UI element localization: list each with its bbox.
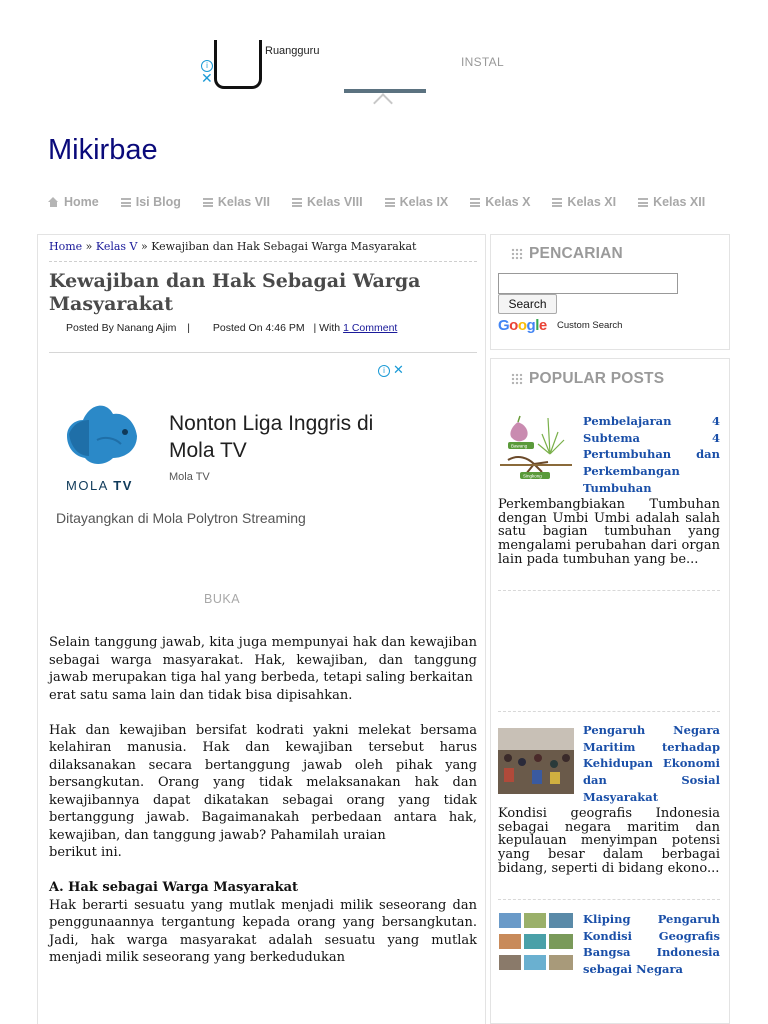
ad-close-icon[interactable]: ✕ bbox=[393, 363, 404, 378]
grip-dots-icon bbox=[511, 248, 523, 260]
popular-post-excerpt: Kondisi geografis Indonesia sebagai negara maritim dan kepulauan menyimpan potensi yang besar dalam berbagai bidang, seperti di bidang ekono... bbox=[498, 806, 720, 876]
search-button[interactable]: Search bbox=[498, 294, 557, 314]
list-icon bbox=[638, 198, 648, 207]
breadcrumb-divider bbox=[49, 261, 477, 262]
article-paragraph: Hak berarti sesuatu yang mutlak menjadi milik seseorang dan penggunaannya tergantung kepada orang yang bersangkutan. Jadi, hak warga masyarakat adalah sesuatu yang mutlak menjadi milik seseorang yang berkedudukan bbox=[49, 897, 477, 965]
list-icon bbox=[121, 198, 131, 207]
breadcrumb bbox=[49, 240, 416, 253]
mola-logo-word: MOLA bbox=[66, 478, 109, 493]
mola-logo-text bbox=[66, 478, 133, 493]
meta-divider: | bbox=[187, 322, 190, 334]
meta-divider-line bbox=[49, 352, 477, 353]
ad-brand: Mola TV bbox=[169, 471, 210, 483]
post-meta bbox=[66, 322, 397, 334]
grip-dots-icon bbox=[511, 373, 523, 385]
nav-label: Kelas VII bbox=[217, 195, 271, 209]
with-label: | With bbox=[313, 322, 341, 334]
nav-label: Kelas VIII bbox=[307, 195, 363, 209]
ad-info-icon[interactable]: i bbox=[201, 60, 213, 72]
nav-label: Kelas XII bbox=[653, 195, 706, 209]
page-title: Kewajiban dan Hak Sebagai Warga Masyarakat bbox=[49, 270, 421, 315]
article-body bbox=[49, 634, 477, 967]
post-time: 4:46 PM bbox=[265, 322, 305, 334]
posted-by-label: Posted By bbox=[66, 322, 114, 334]
nav-item-kelas-xii[interactable] bbox=[638, 195, 705, 209]
article-paragraph: erat satu sama lain dan tidak bisa dipisahkan. bbox=[49, 687, 353, 703]
breadcrumb-home-link[interactable]: Home bbox=[49, 240, 83, 253]
nav-item-kelas-ix[interactable] bbox=[385, 195, 449, 209]
nav-label: Kelas X bbox=[485, 195, 531, 209]
site-title[interactable]: Mikirbae bbox=[48, 134, 158, 166]
ad-headline[interactable]: Nonton Liga Inggris di Mola TV bbox=[169, 412, 374, 462]
nav-item-kelas-x[interactable] bbox=[470, 195, 530, 209]
ruangguru-logo bbox=[214, 40, 262, 89]
breadcrumb-category-link[interactable]: Kelas V bbox=[95, 240, 138, 253]
popular-post-divider bbox=[498, 590, 720, 591]
article-paragraph: berikut ini. bbox=[49, 845, 122, 860]
top-ad-banner[interactable] bbox=[0, 0, 768, 110]
ad-brand-name: Ruangguru bbox=[265, 45, 320, 57]
list-icon bbox=[203, 198, 213, 207]
search-widget-title bbox=[511, 245, 623, 263]
article-paragraph: Hak dan kewajiban bersifat kodrati yakni melekat bersama kelahiran manusia. Hak dan kewajiban tersebut harus dilaksanakan secara bertanggung jawab oleh pihak yang bersangkutan. Orang yang tidak melaksanakan hak dan kewajibannya dapat dikatakan sebagai orang yang tidak bertanggung jawab. Bagaimanakah perbedaan antara hak, kewajiban, dan tanggung jawab? Pahamilah uraian bbox=[49, 722, 477, 843]
search-input[interactable] bbox=[498, 273, 678, 294]
post-author: Nanang Ajim bbox=[116, 322, 177, 334]
nav-item-kelas-vii[interactable] bbox=[203, 195, 270, 209]
popular-post-title[interactable]: Kliping Pengaruh Kondisi Geografis Bangsa Indonesia sebagai Negara bbox=[583, 912, 720, 977]
inline-ad[interactable] bbox=[49, 360, 477, 620]
list-icon bbox=[292, 198, 302, 207]
popular-post-divider bbox=[498, 711, 720, 712]
popular-post-divider bbox=[498, 899, 720, 900]
nav-item-kelas-xi[interactable] bbox=[552, 195, 616, 209]
mola-fish-logo bbox=[63, 400, 143, 490]
popular-post-thumbnail[interactable] bbox=[498, 728, 574, 794]
chevron-up-icon[interactable] bbox=[373, 93, 393, 113]
list-icon bbox=[385, 198, 395, 207]
comments-link[interactable]: 1 Comment bbox=[343, 322, 398, 334]
popular-posts-title bbox=[511, 370, 664, 388]
ad-description: Ditayangkan di Mola Polytron Streaming bbox=[56, 510, 306, 526]
ad-close-icon[interactable]: ✕ bbox=[201, 71, 213, 87]
home-icon bbox=[48, 197, 59, 207]
ad-install-button[interactable]: INSTAL bbox=[461, 55, 504, 69]
nav-item-home[interactable] bbox=[48, 195, 99, 209]
thumb-label: Bawang bbox=[511, 443, 528, 449]
nav-label: Kelas IX bbox=[399, 195, 449, 209]
nav-item-isi-blog[interactable] bbox=[121, 195, 181, 209]
popular-post-excerpt: Perkembangbiakan Tumbuhan dengan Umbi Umbi adalah salah satu bagian tumbuhan yang mengalami perubahan dari organ lain pada tumbuhan yang be... bbox=[498, 497, 720, 567]
popular-post-thumbnail[interactable] bbox=[498, 912, 574, 978]
nav-item-kelas-viii[interactable] bbox=[292, 195, 363, 209]
ad-progress-bar bbox=[344, 89, 426, 93]
mola-logo-tv: TV bbox=[113, 478, 133, 493]
list-icon bbox=[470, 198, 480, 207]
nav-label: Isi Blog bbox=[135, 195, 181, 209]
nav-label: Home bbox=[64, 195, 99, 209]
article-paragraph: Selain tanggung jawab, kita juga mempunyai hak dan kewajiban sebagai warga masyarakat. Hak, kewajiban, dan tanggung jawab merupakan tiga hal yang berbeda, tetapi saling berkaitan bbox=[49, 635, 477, 685]
ad-info-icon[interactable]: i bbox=[378, 365, 390, 377]
custom-search-label: Custom Search bbox=[557, 320, 623, 331]
list-icon bbox=[552, 198, 562, 207]
widget-title-text: PENCARIAN bbox=[529, 245, 623, 262]
google-logo: Google bbox=[498, 317, 547, 334]
breadcrumb-current: Kewajiban dan Hak Sebagai Warga Masyarakat bbox=[151, 240, 417, 253]
popular-post-title[interactable]: Pengaruh Negara Maritim terhadap Kehidupan Ekonomi dan Sosial Masyarakat bbox=[583, 723, 720, 804]
article-heading: A. Hak sebagai Warga Masyarakat bbox=[49, 880, 299, 895]
breadcrumb-separator: » bbox=[85, 240, 93, 253]
posted-on-label: Posted On bbox=[212, 322, 263, 334]
popular-post-title[interactable]: Pembelajaran 4 Subtema 4 Pertumbuhan dan Perkembangan Tumbuhan bbox=[583, 414, 720, 495]
main-nav bbox=[48, 195, 727, 209]
ad-open-button[interactable]: BUKA bbox=[204, 592, 241, 606]
thumb-label: Singkong bbox=[523, 473, 542, 479]
widget-title-text: POPULAR POSTS bbox=[529, 370, 665, 387]
nav-label: Kelas XI bbox=[567, 195, 617, 209]
popular-post-thumbnail[interactable] bbox=[498, 414, 574, 480]
breadcrumb-separator: » bbox=[140, 240, 148, 253]
